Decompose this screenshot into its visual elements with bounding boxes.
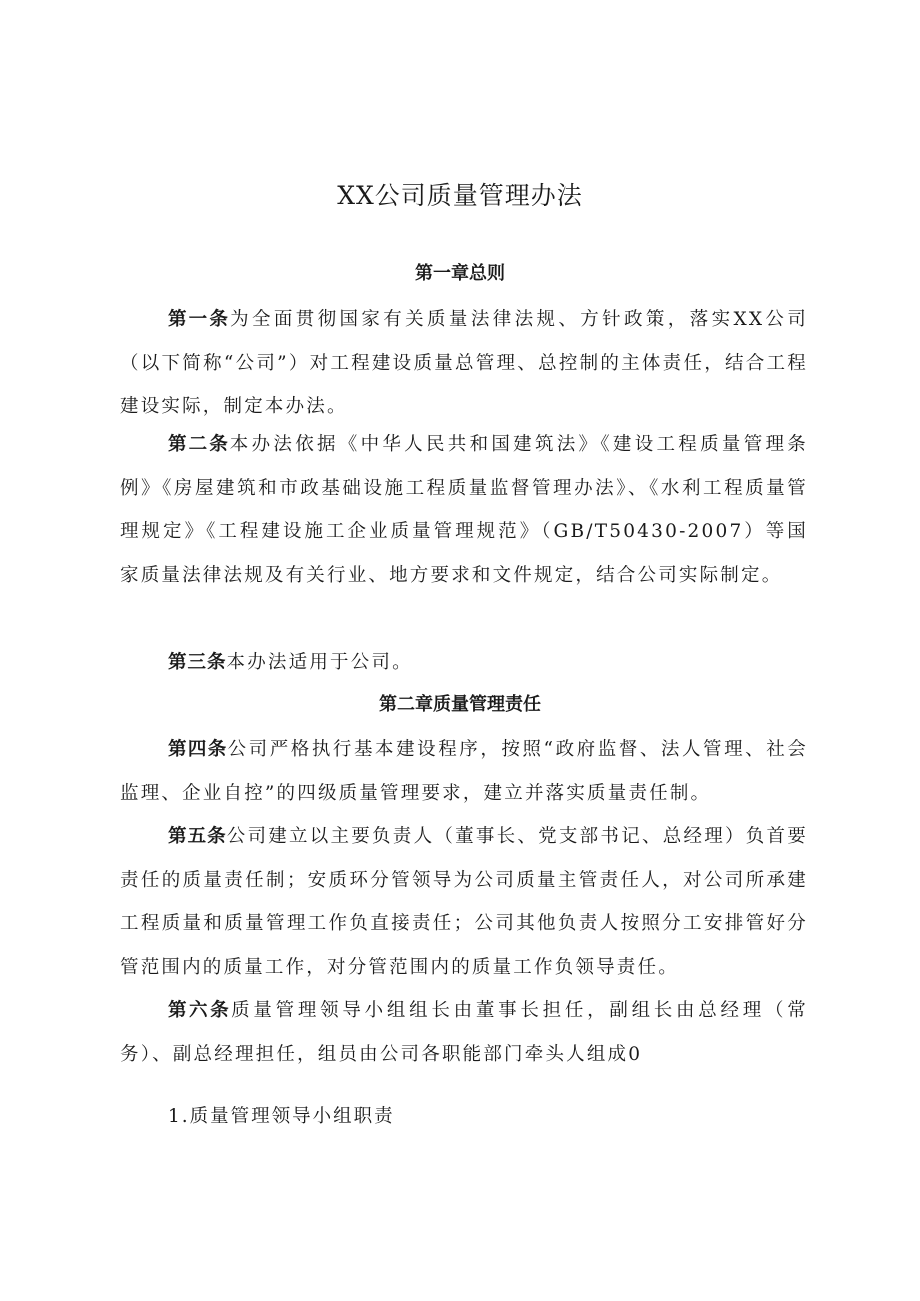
article-label: 第一条 [168,309,231,330]
article-text: 公司严格执行基本建设程序，按照“政府监督、法人管理、社会监理、企业自控”的四级质量管理要求，建立并落实质量责任制。 [120,739,808,804]
chapter-heading-2: 第二章质量管理责任 [379,694,541,715]
article-label: 第三条 [168,652,227,673]
article-text: 本办法依据《中华人民共和国建筑法》《建设工程质量管理条例》《房屋建筑和市政基础设施工程质量监督管理办法》、《水利工程质量管理规定》《工程建设施工企业质量管理规范》（GB/T50430-2007）等国家质量法律法规及有关行业、地方要求和文件规定，结合公司实际制定。 [120,434,808,586]
chapter-heading-1: 第一章总则 [415,263,505,284]
document-title: XX公司质量管理办法 [337,181,583,210]
article-text: 为全面贯彻国家有关质量法律法规、方针政策，落实XX公司（以下简称“公司”）对工程建设质量总管理、总控制的主体责任，结合工程建设实际，制定本办法。 [120,309,808,417]
article-5 [120,815,808,989]
article-text: 质量管理领导小组组长由董事长担任，副组长由总经理（常务）、副总经理担任，组员由公司各职能部门牵头人组成0 [120,1000,808,1065]
article-label: 第四条 [168,739,228,760]
article-text: 公司建立以主要负责人（董事长、党支部书记、总经理）负首要责任的质量责任制；安质环分管领导为公司质量主管责任人，对公司所承建工程质量和质量管理工作负直接责任；公司其他负责人按照分工安排管好分管范围内的质量工作，对分管范围内的质量工作负领导责任。 [120,826,808,978]
article-4 [120,728,808,815]
article-3 [120,641,808,685]
article-label: 第五条 [168,826,227,847]
sub-item-heading: 1.质量管理领导小组职责 [168,1106,395,1127]
article-text: 本办法适用于公司。 [226,652,413,673]
article-1 [120,298,808,429]
article-label: 第二条 [168,434,230,455]
article-label: 第六条 [168,1000,232,1021]
article-6 [120,989,808,1076]
article-2 [120,423,808,597]
